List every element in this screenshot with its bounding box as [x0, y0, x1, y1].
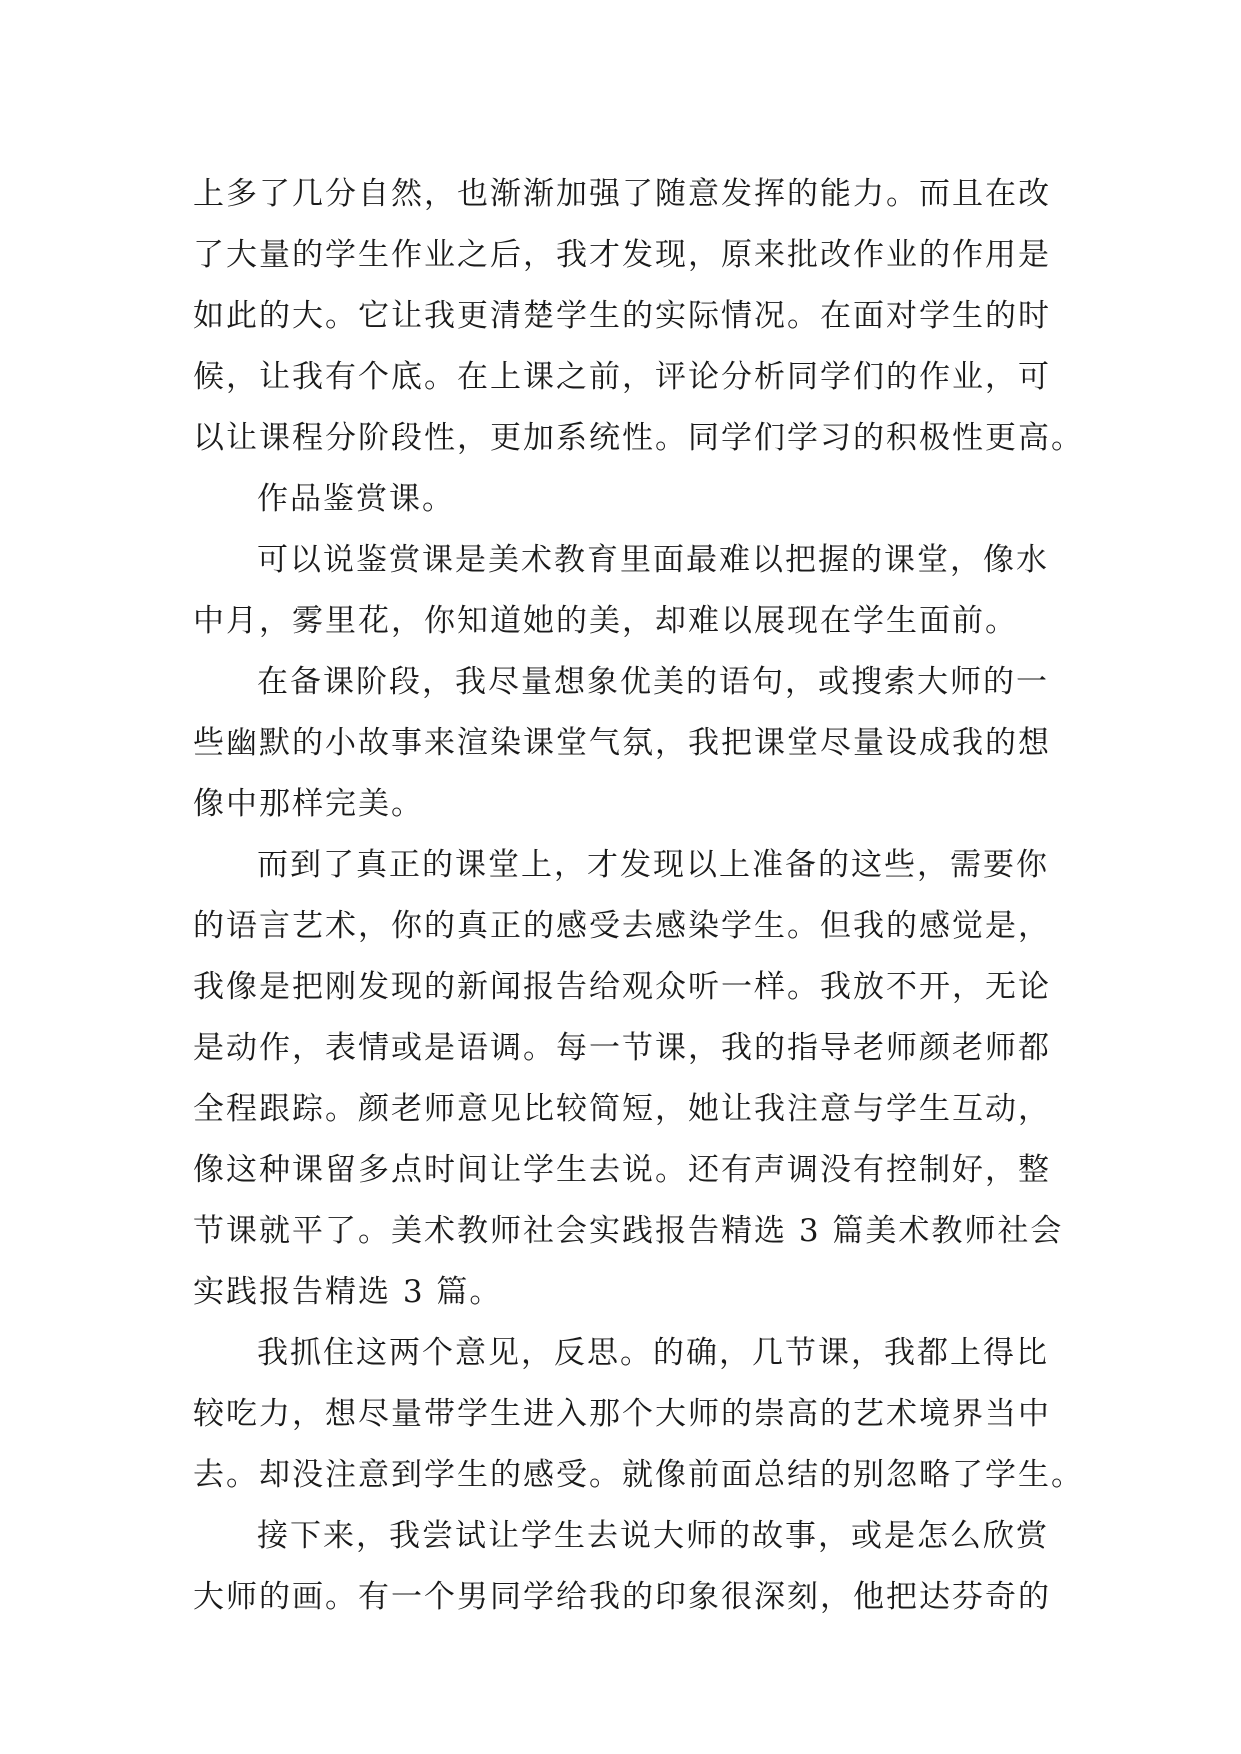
paragraph-first-line: 接下来，我尝试让学生去说大师的故事，或是怎么欣赏: [257, 1518, 1049, 1554]
text-line: 候，让我有个底。在上课之前，评论分析同学们的作业，可: [193, 359, 1051, 395]
text-line: 些幽默的小故事来渲染课堂气氛，我把课堂尽量设成我的想: [193, 725, 1051, 761]
text-line: 去。却没注意到学生的感受。就像前面总结的别忽略了学生。: [193, 1457, 1084, 1493]
text-line: 像这种课留多点时间让学生去说。还有声调没有控制好，整: [193, 1152, 1051, 1188]
text-line: 全程跟踪。颜老师意见比较简短，她让我注意与学生互动，: [193, 1091, 1051, 1127]
text-line: 的语言艺术，你的真正的感受去感染学生。但我的感觉是，: [193, 908, 1051, 944]
paragraph-first-line: 我抓住这两个意见，反思。的确，几节课，我都上得比: [257, 1335, 1049, 1371]
text-line: 我像是把刚发现的新闻报告给观众听一样。我放不开，无论: [193, 969, 1051, 1005]
section-heading: 作品鉴赏课。: [257, 481, 455, 517]
paragraph-first-line: 可以说鉴赏课是美术教育里面最难以把握的课堂，像水: [257, 542, 1049, 578]
text-line: 上多了几分自然，也渐渐加强了随意发挥的能力。而且在改: [193, 176, 1051, 212]
text-line: 大师的画。有一个男同学给我的印象很深刻，他把达芬奇的: [193, 1579, 1051, 1615]
text-line: 以让课程分阶段性，更加系统性。同学们学习的积极性更高。: [193, 420, 1084, 456]
text-line: 节课就平了。美术教师社会实践报告精选 3 篇美术教师社会: [193, 1213, 1064, 1249]
text-line: 像中那样完美。: [193, 786, 424, 822]
body-text: [193, 164, 1084, 1628]
text-line: 实践报告精选 3 篇。: [193, 1274, 503, 1310]
text-line: 较吃力，想尽量带学生进入那个大师的崇高的艺术境界当中: [193, 1396, 1051, 1432]
text-line: 中月，雾里花，你知道她的美，却难以展现在学生面前。: [193, 603, 1018, 639]
text-line: 了大量的学生作业之后，我才发现，原来批改作业的作用是: [193, 237, 1051, 273]
paragraph-first-line: 在备课阶段，我尽量想象优美的语句，或搜索大师的一: [257, 664, 1049, 700]
text-line: 是动作，表情或是语调。每一节课，我的指导老师颜老师都: [193, 1030, 1051, 1066]
text-line: 如此的大。它让我更清楚学生的实际情况。在面对学生的时: [193, 298, 1051, 334]
paragraph-first-line: 而到了真正的课堂上，才发现以上准备的这些，需要你: [257, 847, 1049, 883]
